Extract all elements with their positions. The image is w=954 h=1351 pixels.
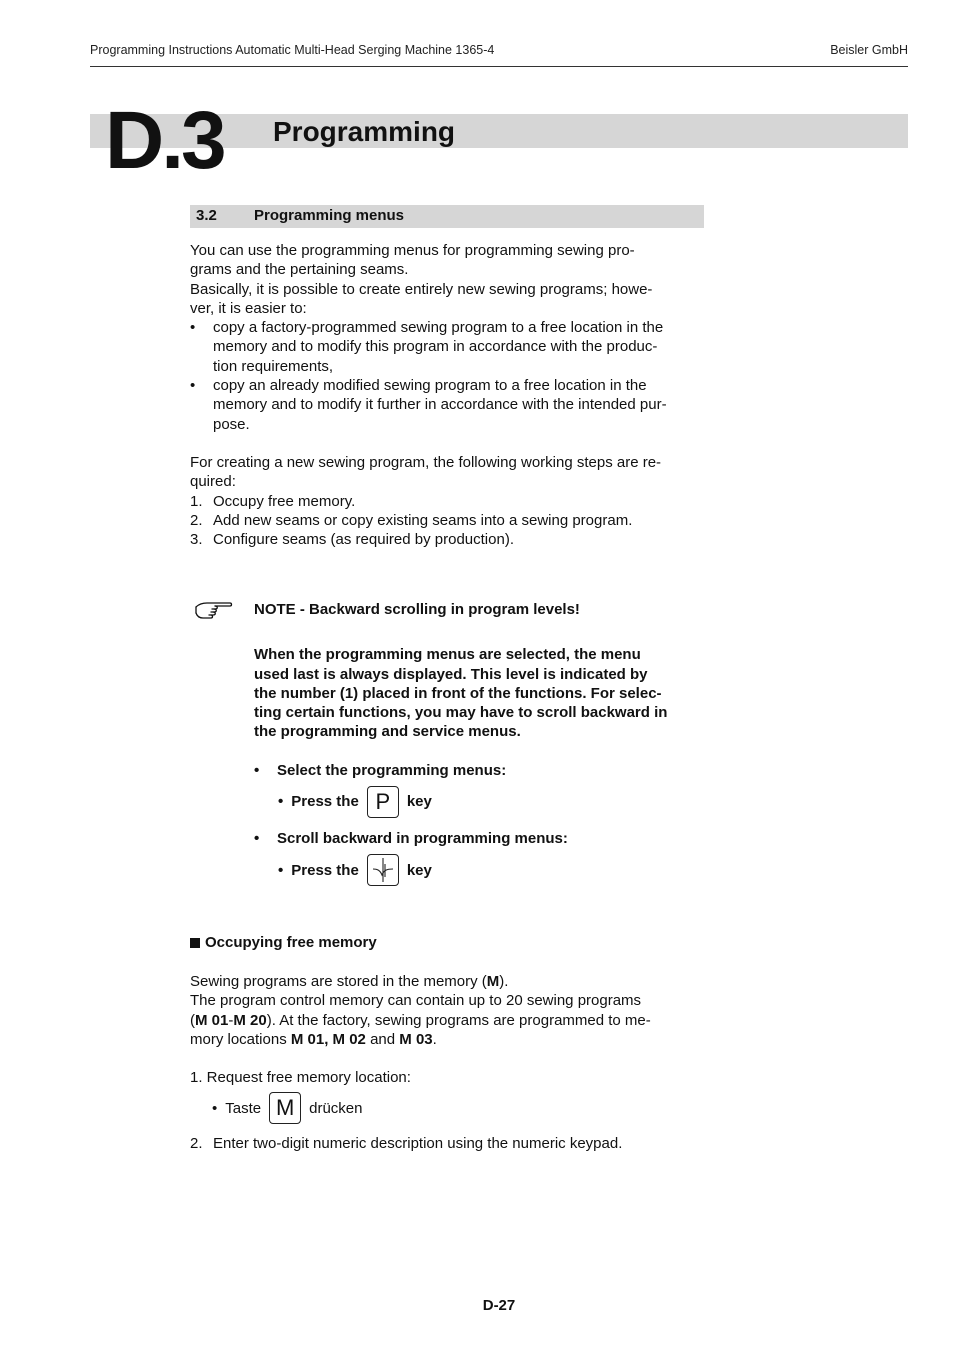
step2-item — [190, 1134, 710, 1153]
square-bullet-icon — [190, 938, 200, 948]
note-line: used last is always displayed. This level is indicated by — [254, 665, 648, 683]
bullet: • — [254, 761, 260, 779]
intro-line: Basically, it is possible to create entirely new sewing programs; howe- — [190, 280, 653, 298]
chapter-title: Programming — [273, 116, 456, 147]
bullet: • — [212, 1099, 218, 1117]
m-key-button: M — [269, 1092, 301, 1124]
list-item-line: tion requirements, — [213, 357, 334, 375]
select-heading: Select the programming menus: — [277, 761, 507, 779]
press-p-key-row — [278, 786, 714, 818]
steps-intro-line: For creating a new sewing program, the following working steps are re- — [190, 453, 662, 471]
step-item — [190, 492, 710, 511]
bullet: • — [190, 319, 196, 337]
list-item — [190, 376, 710, 434]
occupy-block — [190, 972, 710, 1154]
step-number: 1. — [190, 492, 203, 510]
page-number: D-27 — [482, 1297, 516, 1314]
needle-down-icon — [368, 855, 398, 885]
section-title: Programming menus — [254, 207, 405, 224]
intro-line: grams and the pertaining seams. — [190, 261, 409, 279]
step1-label: 1. Request free memory location: — [190, 1069, 411, 1087]
pointing-hand-icon — [193, 598, 233, 622]
header-title: Programming Instructions Automatic Multi-Head Serging Machine 1365-4 — [90, 43, 495, 57]
note-list-item — [254, 761, 714, 780]
header-rule — [90, 66, 908, 67]
steps-intro-line: quired: — [190, 473, 236, 491]
occupy-line: (M 01-M 20). At the factory, sewing programs are programmed to me- — [190, 1011, 651, 1029]
step-item — [190, 511, 710, 530]
list-item-line: copy an already modified sewing program to a free location in the — [213, 377, 647, 395]
note-line: ting certain functions, you may have to scroll backward in — [254, 704, 668, 722]
list-item-line: copy a factory-programmed sewing program to a free location in the — [213, 319, 664, 337]
key-label: key — [406, 861, 432, 879]
scroll-key-button — [367, 854, 399, 886]
step-item — [190, 530, 710, 549]
occupy-heading: Occupying free memory — [205, 934, 377, 951]
bullet: • — [254, 830, 260, 848]
step-text: Enter two-digit numeric description using the numeric keypad. — [213, 1135, 623, 1153]
druecken-label: drücken — [309, 1099, 363, 1117]
press-the-label: Press the — [291, 861, 359, 879]
list-item-line: pose. — [213, 415, 250, 433]
step-number: 3. — [190, 531, 203, 549]
note-block — [254, 600, 714, 886]
note-list-item — [254, 829, 714, 848]
note-line: the programming and service menus. — [254, 723, 521, 741]
list-item — [190, 318, 710, 376]
occupy-line: Sewing programs are stored in the memory (M). — [190, 973, 509, 990]
occupy-heading-row — [190, 933, 710, 952]
occupy-line: The program control memory can contain up to 20 sewing programs — [190, 992, 642, 1010]
list-item-line: memory and to modify this program in accordance with the produc- — [213, 338, 658, 356]
key-label: key — [406, 793, 432, 811]
taste-label: Taste — [225, 1099, 262, 1117]
step-number: 2. — [190, 1135, 203, 1153]
header-company: Beisler GmbH — [830, 43, 908, 57]
section-number: 3.2 — [196, 207, 217, 224]
note-title: NOTE - Backward scrolling in program levels! — [254, 601, 580, 618]
chapter-number: D.3 — [105, 95, 224, 186]
scroll-heading: Scroll backward in programming menus: — [277, 830, 568, 848]
bullet: • — [190, 377, 196, 395]
press-m-key-row — [212, 1092, 710, 1124]
p-key-button: P — [367, 786, 399, 818]
bullet: • — [278, 861, 284, 879]
intro-block — [190, 241, 710, 549]
intro-line: You can use the programming menus for programming sewing pro- — [190, 242, 635, 259]
note-line: When the programming menus are selected, the menu — [254, 646, 641, 664]
note-line: the number (1) placed in front of the functions. For selec- — [254, 684, 662, 702]
step-number: 2. — [190, 511, 203, 529]
list-item-line: memory and to modify it further in accordance with the intended pur- — [213, 396, 667, 414]
step-text: Configure seams (as required by production). — [213, 531, 514, 549]
step-text: Add new seams or copy existing seams into a sewing program. — [213, 511, 633, 529]
step-text: Occupy free memory. — [213, 492, 356, 510]
press-the-label: Press the — [291, 793, 359, 811]
intro-line: ver, it is easier to: — [190, 299, 307, 317]
press-scroll-key-row — [278, 854, 714, 886]
bullet: • — [278, 793, 284, 811]
occupy-line: mory locations M 01, M 02 and M 03. — [190, 1030, 437, 1048]
